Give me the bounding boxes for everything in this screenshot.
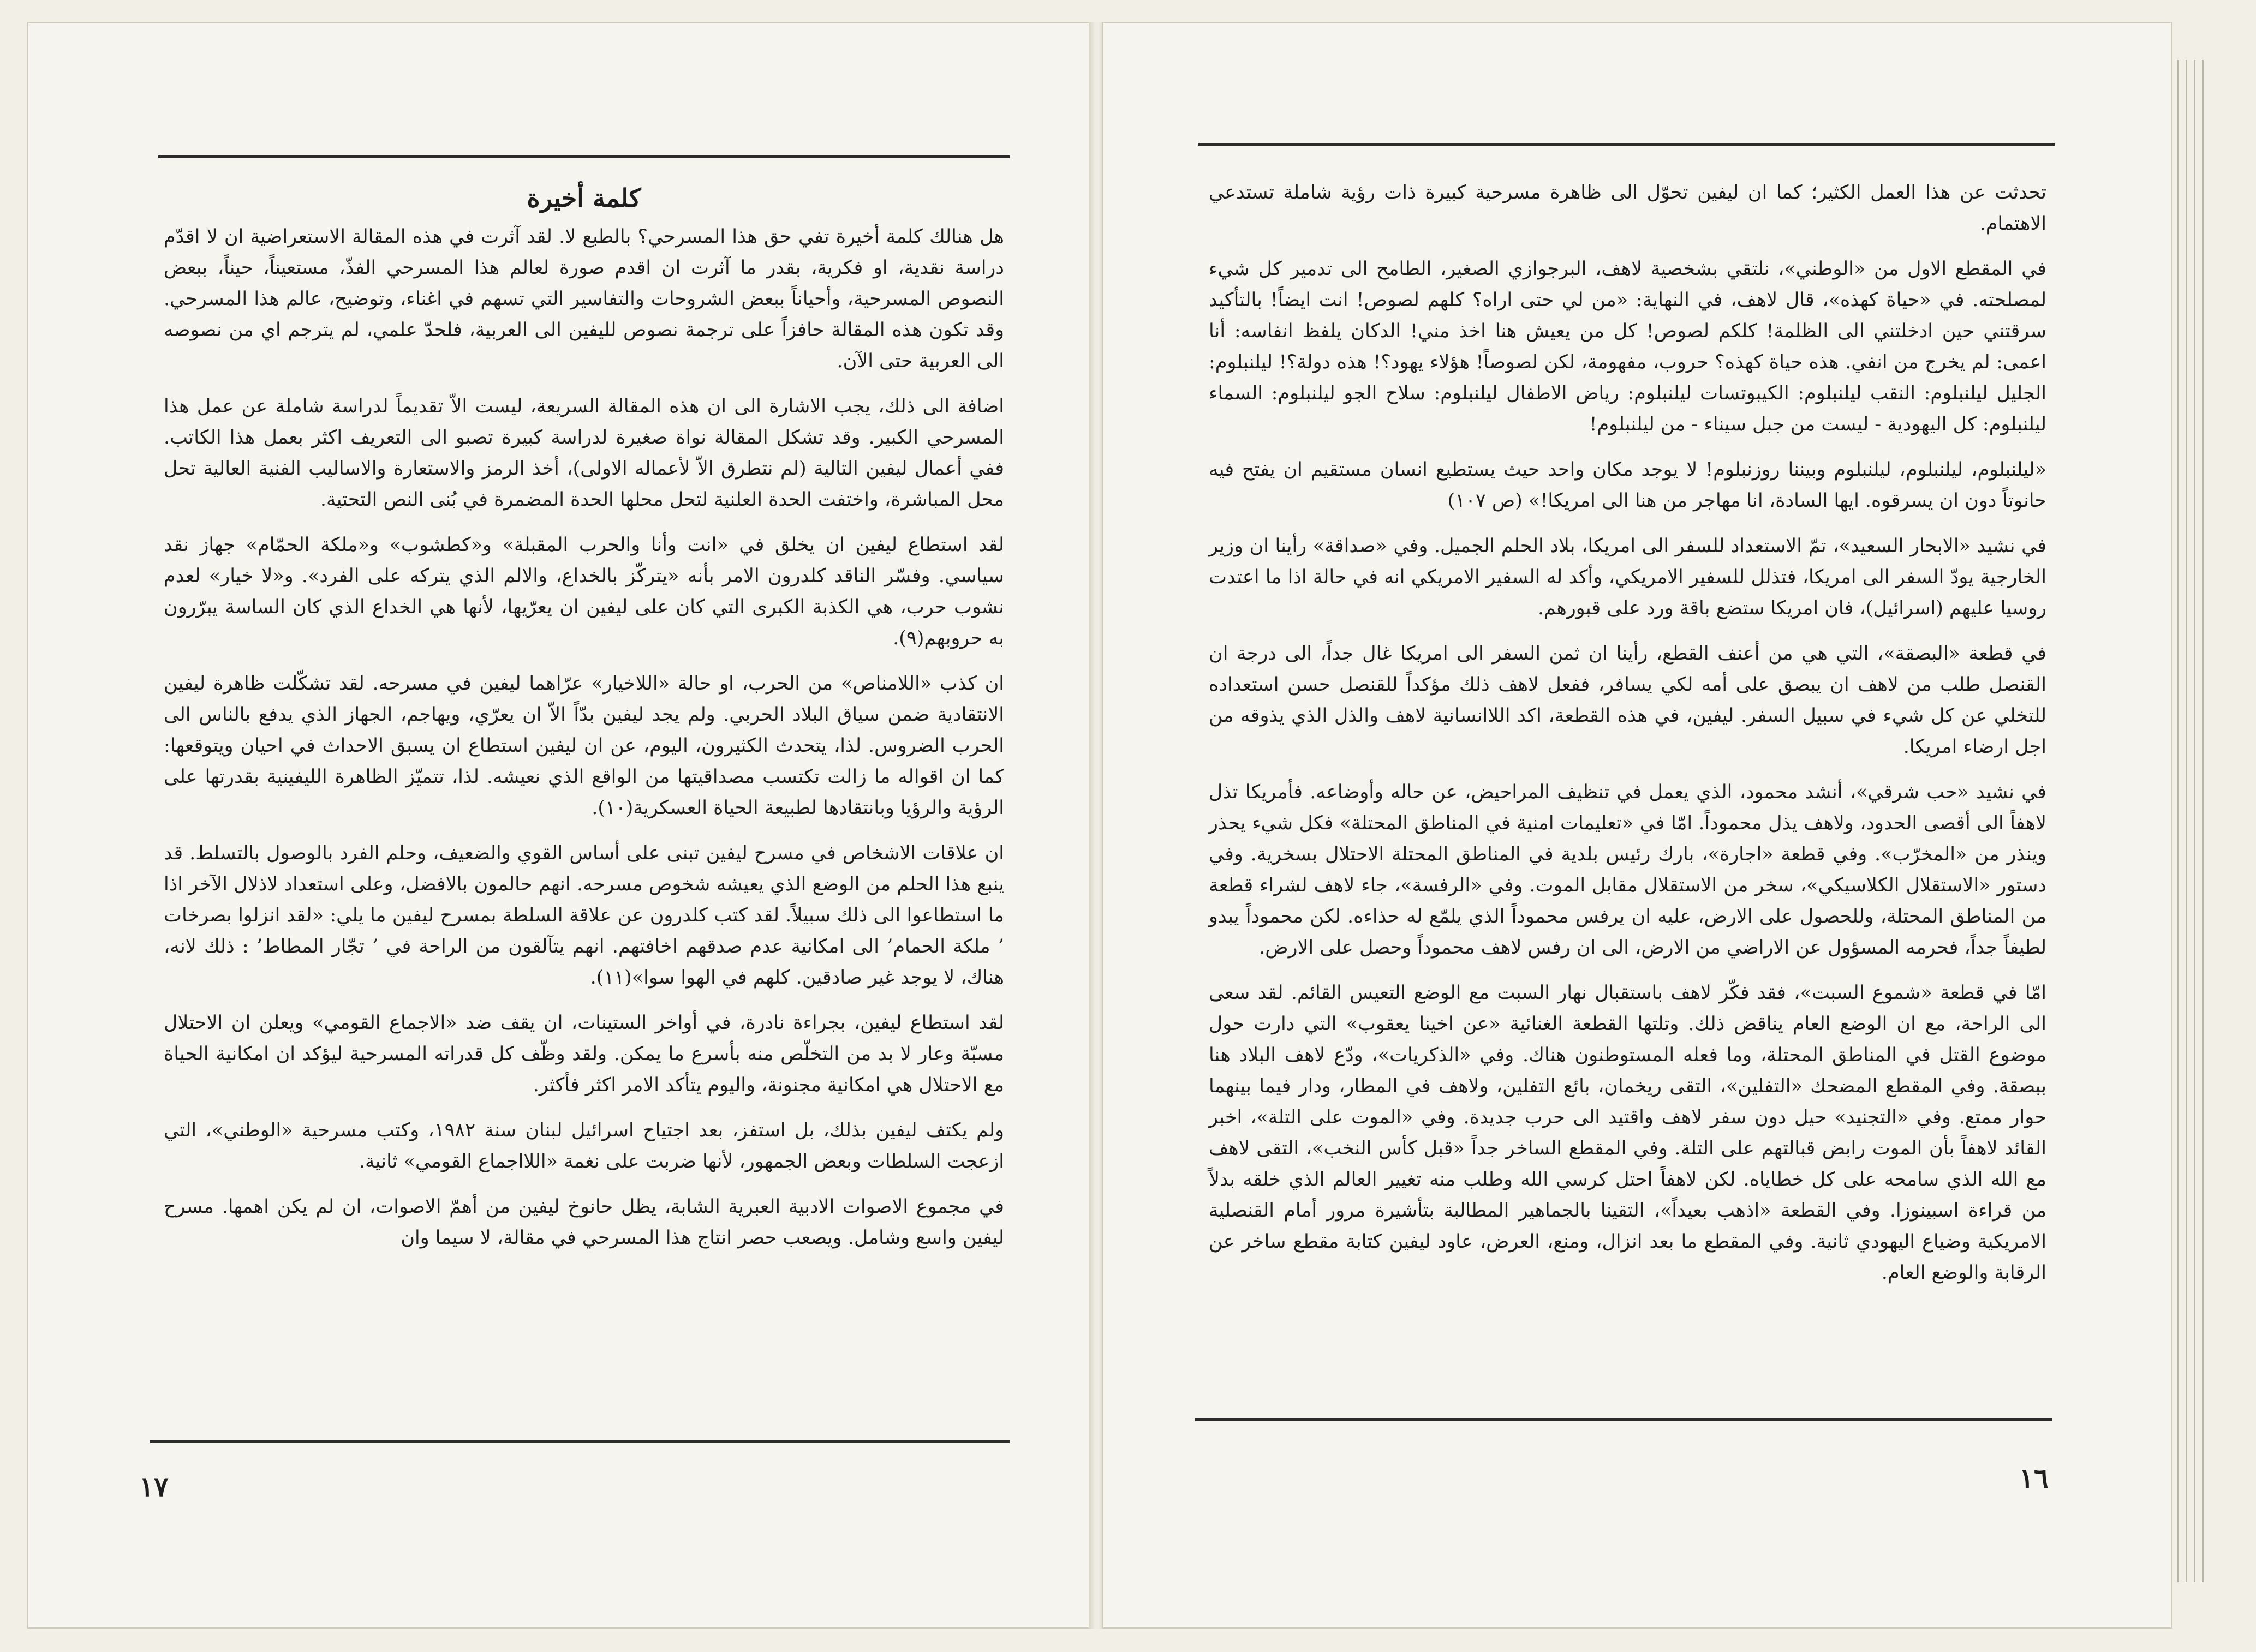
paragraph: تحدثت عن هذا العمل الكثير؛ كما ان ليفين تحوّل الى ظاهرة مسرحية كبيرة ذات رؤية شاملة تستدعي الاهتمام. (1209, 182, 2046, 235)
right-text-column (1209, 177, 2046, 1413)
paragraph: ان كذب «اللامناص» من الحرب، او حالة «اللاخيار» عرّاهما ليفين في مسرحه. لقد تشكّلت ظاهرة ليفين الانتقادية ضمن سياق البلاد الحربي. ولم يجد ليفين بدّاً الاّ ان يعرّي، ويهاجم، الجهاز الذي يدفع بالناس الى الحرب الضروس. لذا، يتحدث الكثيرون، اليوم، عن ان ليفين استطاع ان يسبق الاحداث في احيان ويتوقعها: كما ان اقواله ما زالت تكتسب مصداقيتها من الواقع الذي نعيشه. لذا، تتميّز الظاهرة الليفينية بقدرتها على الرؤية والرؤيا وبانتقادها لطبيعة الحياة العسكرية(١٠). (164, 673, 1004, 819)
page-number-right: ١٦ (2019, 1462, 2049, 1494)
left-text-column (164, 183, 1004, 1432)
page-edge (2194, 60, 2195, 1582)
left-top-rule (158, 155, 1010, 158)
left-bottom-rule (150, 1440, 1010, 1443)
page-number-left: ١٧ (139, 1470, 169, 1503)
paragraph: امّا في قطعة «شموع السبت»، فقد فكّر لاهف باستقبال نهار السبت مع الوضع التعيس القائم. لقد سعى الى الراحة، مع ان الوضع العام يناقض ذلك. وتلتها القطعة الغنائية «عن اخينا يعقوب» التي دارت حول موضوع القتل في المناطق المحتلة، وما فعله المستوطنون هناك. وفي «الذكريات»، ودّع لاهف البلاد هنا ببصقة. وفي المقطع المضحك «التفلين»، التقى ريخمان، بائع التفلين، ولاهف في المطار، ودار فيما بينهما حوار ممتع. وفي «التجنيد» حيل دون سفر لاهف واقتيد الى حرب جديدة. وفي «الموت على التلة»، اخبر القائد لاهفاً بأن الموت رابض قبالتهم على التلة. وفي المقطع الساخر جداً «قبل كأس النخب»، التقى لاهف مع الله الذي سامحه على كل خطاياه. لكن لاهفاً احتل كرسي الله وطلب منه تغيير العالم الذي خلقه بدلاً من قراءة اسبينوزا. وفي القطعة «اذهب بعيداً»، التقينا بالجماهير المطالبة بتأشيرة مرور أمام القنصلية الامريكية وضياع اليهودي ثانية. وفي المقطع ما بعد انزال، ومنع، العرض، عاود ليفين كتابة مقطع ساخر عن الرقابة والوضع العام. (1209, 982, 2046, 1284)
section-heading: كلمة أخيرة (527, 183, 641, 213)
paragraph: في مجموع الاصوات الادبية العبرية الشابة، يظل حانوخ ليفين من أهمّ الاصوات، ان لم يكن اهمها. مسرح ليفين واسع وشامل. ويصعب حصر انتاج هذا المسرحي في مقالة، لا سيما وان (164, 1196, 1004, 1249)
page-edge (2186, 60, 2187, 1582)
paragraph: هل هنالك كلمة أخيرة تفي حق هذا المسرحي؟ بالطبع لا. لقد آثرت في هذه المقالة الاستعراضية ان لا اقدّم دراسة نقدية، او فكرية، بقدر ما آثرت ان اقدم صورة لعالم هذا المسرحي الفذّ، مستعيناً، حيناً، ببعض النصوص المسرحية، وأحياناً ببعض الشروحات والتفاسير التي تسهم في اغناء، وتوضيح، عالم هذا المسرحي. وقد تكون هذه المقالة حافزاً على ترجمة نصوص لليفين الى العربية، فلحدّ علمي، لم يترجم اي من نصوصه الى العربية حتى الآن. (164, 226, 1004, 372)
paragraph: ان علاقات الاشخاص في مسرح ليفين تبنى على أساس القوي والضعيف، وحلم الفرد بالوصول بالتسلط. قد ينبع هذا الحلم من الوضع الذي يعيشه شخوص مسرحه. انهم حالمون بالافضل، وعلى استعداد لاذلال الآخر اذا ما استطاعوا الى ذلك سبيلاً. لقد كتب كلدرون عن علاقة السلطة بمسرح ليفين ما يلي: «لقد انزلوا بصرخات ’ ملكة الحمام’ الى امكانية عدم صدقهم اخافتهم. انهم يتآلقون من الراحة في ’ تجّار المطاط’ : ذلك لانه، هناك، لا يوجد غير صادقين. كلهم في الهوا سوا»(١١). (164, 842, 1004, 989)
paragraph: في المقطع الاول من «الوطني»، نلتقي بشخصية لاهف، البرجوازي الصغير، الطامح الى تدمير كل شيء لمصلحته. في «حياة كهذه»، قال لاهف، في النهاية: «من لي حتى اراه؟ كلهم لصوص! انت ايضاً! بالتأكيد سرقتني حين ادخلتني الى الظلمة! كلكم لصوص! كل من يعيش هنا اخذ مني! الدكان يلفظ انفاسه: أنا اعمى: لم يخرج من انفي. هذه حياة كهذه؟ حروب، مفهومة، لكن لصوصاً! هؤلاء يهود؟! هذه دولة؟! ليلنبلوم: الجليل ليلنبلوم: النقب ليلنبلوم: الكيبوتسات ليلنبلوم: رياض الاطفال ليلنبلوم: سلاح الجو ليلنبلوم: السماء ليلنبلوم: كل اليهودية - ليست من جبل سيناء - من ليلنبلوم! (1209, 258, 2046, 435)
paragraph: اضافة الى ذلك، يجب الاشارة الى ان هذه المقالة السريعة، ليست الاّ تقديماً لدراسة شاملة عن عمل هذا المسرحي الكبير. وقد تشكل المقالة نواة صغيرة لدراسة كبيرة تصبو الى التعريف اكثر بعمل هذا الكاتب. ففي أعمال ليفين التالية (لم نتطرق الاّ لأعماله الاولى)، أخذ الرمز والاستعارة والاساليب الفنية العالية تحل محل المباشرة، واختفت الحدة العلنية لتحل محلها الحدة المضمرة في بُنى النص التحتية. (164, 396, 1004, 511)
paragraph: «ليلنبلوم، ليلنبلوم، ليلنبلوم وبيننا روزنبلوم! لا يوجد مكان واحد حيث يستطيع انسان مستقيم ان يفتح فيه حانوتاً دون ان يسرقوه. ايها السادة، انا مهاجر من هنا الى امريكا!» (ص ١٠٧) (1209, 459, 2046, 512)
paragraph: لقد استطاع ليفين ان يخلق في «انت وأنا والحرب المقبلة» و«كطشوب» و«ملكة الحمّام» جهاز نقد سياسي. وفسّر الناقد كلدرون الامر بأنه «يتركّز بالخداع، والالم الذي يتركه على الفرد». و«لا خيار» لعدم نشوب حرب، هي الكذبة الكبرى التي كان على ليفين ان يعرّيها، لأنها هي الخداع الذي كان الساسة يبرّرون به حروبهم(٩). (164, 534, 1004, 649)
paragraph: في نشيد «حب شرقي»، أنشد محمود، الذي يعمل في تنظيف المراحيض، عن حاله وأوضاعه. فأمريكا تذل لاهفاً الى أقصى الحدود، ولاهف يذل محموداً. امّا في «تعليمات امنية في المناطق المحتلة» فكل شيء يحذر وينذر من «المخرّب». وفي قطعة «اجارة»، بارك رئيس بلدية في المناطق المحتلة الاحتلال بسخرية. وفي دستور «الاستقلال الكلاسيكي»، سخر من الاستقلال مقابل الموت. وفي «الرفسة»، جاء لاهف لشراء قطعة من المناطق المحتلة، وللحصول على الارض، عليه ان يرفس محموداً الذي يلمّع له حذاءه. لكن محموداً يبدو لطيفاً جداً، فحرمه المسؤول عن الاراضي من الارض، الى ان رفس لاهف محموداً وحصل على الارض. (1209, 781, 2046, 959)
paragraph: ولم يكتف ليفين بذلك، بل استفز، بعد اجتياح اسرائيل لبنان سنة ١٩٨٢، وكتب مسرحية «الوطني»، التي ازعجت السلطات وبعض الجمهور، لأنها ضربت على نغمة «اللااجماع القومي» ثانية. (164, 1120, 1005, 1172)
page-edge (2202, 60, 2204, 1582)
paragraph: في نشيد «الابحار السعيد»، تمّ الاستعداد للسفر الى امريكا، بلاد الحلم الجميل. وفي «صداقة» رأينا ان وزير الخارجية يودّ السفر الى امريكا، فتذلل للسفير الامريكي، وأكد له السفير الامريكي انه في حالة اذا ما اعتدت روسيا عليهم (اسرائيل)، فان امريكا ستضع باقة ورد على قبورهم. (1209, 535, 2046, 619)
paragraph: لقد استطاع ليفين، بجراءة نادرة، في أواخر الستينات، ان يقف ضد «الاجماع القومي» ويعلن ان الاحتلال مسبّة وعار لا بد من التخلّص منه بأسرع ما يمكن. ولقد وظّف كل قدراته المسرحية ليؤكد ان امكانية الحياة مع الاحتلال هي امكانية مجنونة، واليوم يتأكد الامر اكثر فأكثر. (164, 1012, 1004, 1096)
right-top-rule (1198, 143, 2055, 146)
page-edge (2177, 60, 2179, 1582)
right-bottom-rule (1195, 1418, 2052, 1421)
paragraph: في قطعة «البصقة»، التي هي من أعنف القطع، رأينا ان ثمن السفر الى امريكا غال جداً، الى درجة ان القنصل طلب من لاهف ان يبصق على أمه لكي يسافر، ففعل لاهف ذلك مؤكداً للقنصل حسن استعداده للتخلي عن كل شيء في سبيل السفر. ليفين، في هذه القطعة، اكد اللاانسانية لاهف والذل الذي يذوقه من اجل ارضاء امريكا. (1209, 643, 2046, 758)
